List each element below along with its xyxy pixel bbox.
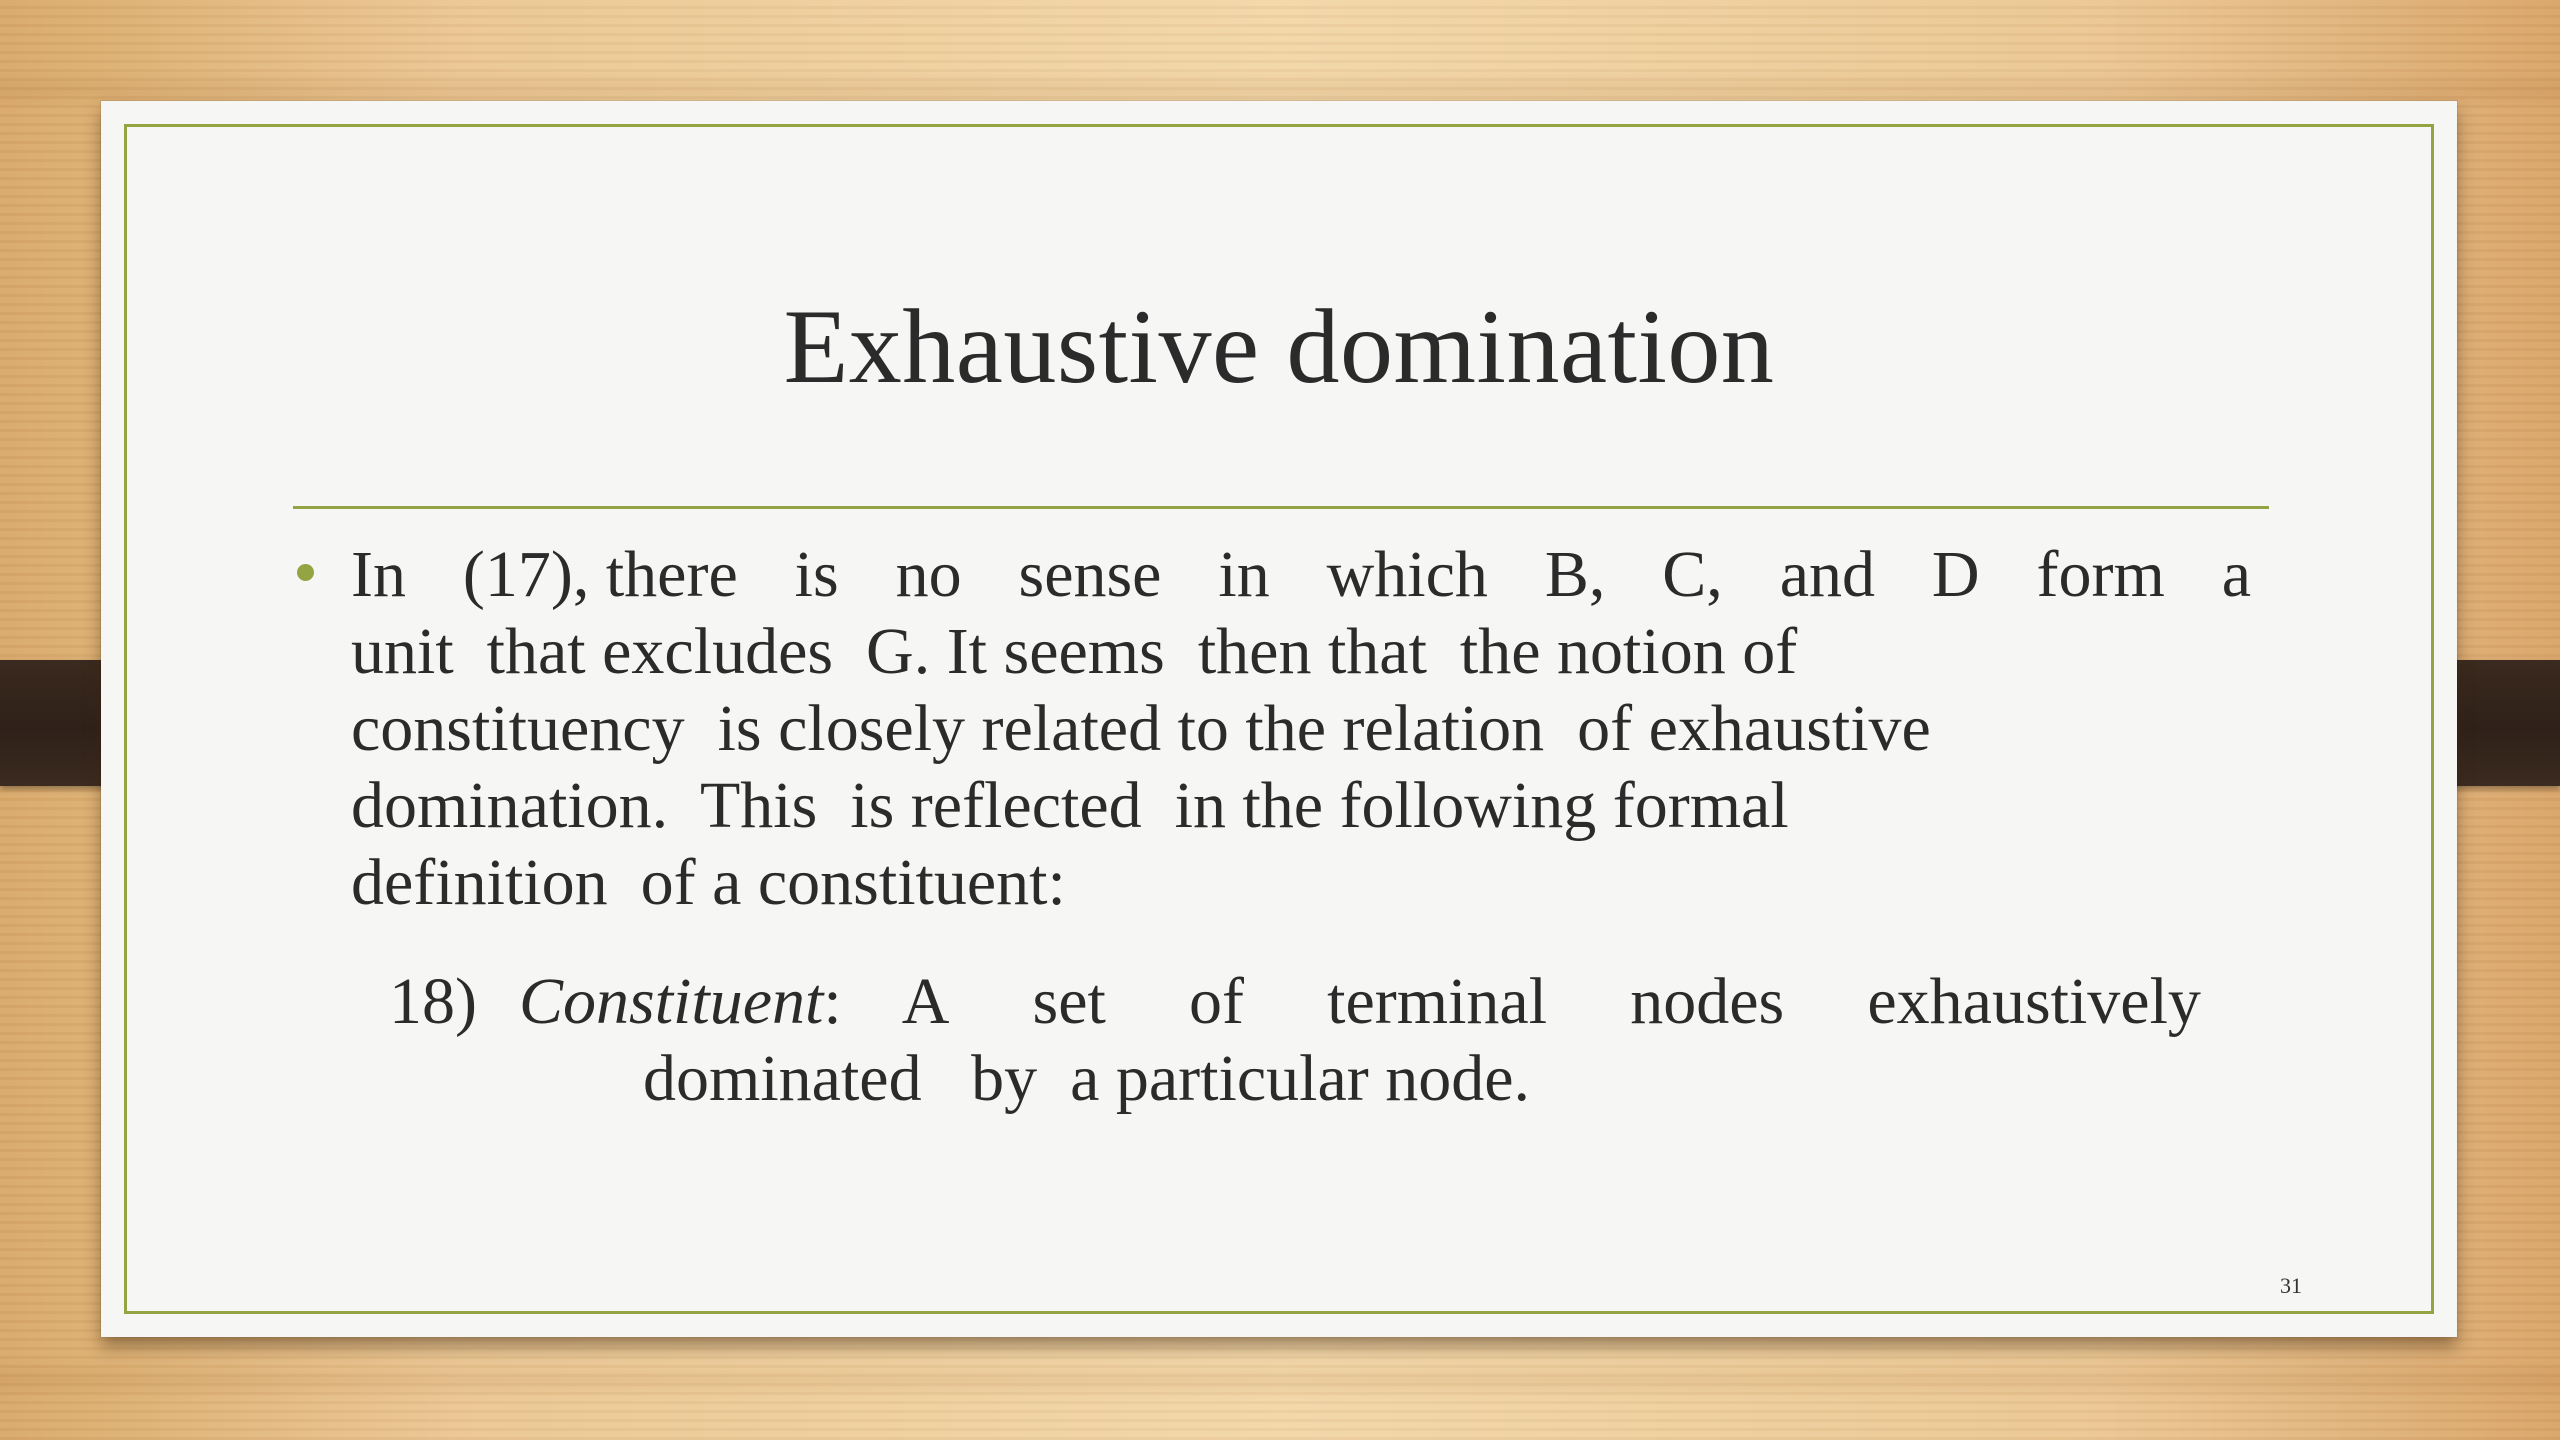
word: a xyxy=(2221,538,2251,611)
word: no xyxy=(895,538,962,611)
bullet-line-1 xyxy=(351,536,2251,613)
word: D xyxy=(1931,538,1980,611)
word: set xyxy=(1032,965,1106,1038)
wood-grain xyxy=(0,1360,2560,1400)
bullet-item xyxy=(351,536,2251,921)
word: is xyxy=(794,538,839,611)
word: (17), there xyxy=(462,538,738,611)
slide xyxy=(101,101,2457,1337)
word: B, xyxy=(1544,538,1606,611)
word: In xyxy=(351,538,406,611)
word: sense xyxy=(1018,538,1162,611)
bullet-line-3: constituency is closely related to the relation of exhaustive xyxy=(351,692,1931,765)
definition-line-1 xyxy=(351,963,2201,1040)
word: exhaustively xyxy=(1867,965,2201,1038)
title-divider xyxy=(293,506,2269,509)
slide-title: Exhaustive domination xyxy=(783,288,1775,405)
definition-block xyxy=(351,963,2211,1117)
slide-number: 31 xyxy=(2280,1273,2302,1298)
word: A xyxy=(901,965,950,1038)
word: nodes xyxy=(1630,965,1785,1038)
word: form xyxy=(2036,538,2165,611)
definition-words xyxy=(902,963,2201,1040)
bullet-line-5: definition of a constituent: xyxy=(351,846,1066,919)
bullet-line-4: domination. This is reflected in the following formal xyxy=(351,769,1789,842)
definition-colon: : xyxy=(823,965,842,1038)
definition-term: Constituent xyxy=(518,965,824,1038)
definition-term-wrap xyxy=(519,963,842,1040)
word: terminal xyxy=(1327,965,1548,1038)
word: in xyxy=(1218,538,1270,611)
example-number: 18) xyxy=(389,965,477,1038)
word: which xyxy=(1326,538,1488,611)
bullet-icon xyxy=(297,564,314,581)
word: C, xyxy=(1662,538,1723,611)
word: and xyxy=(1779,538,1876,611)
slide-body xyxy=(351,536,2251,1117)
bullet-line-2: unit that excludes G. It seems then that the notion of xyxy=(351,615,1798,688)
word: of xyxy=(1189,965,1244,1038)
definition-line-2: dominated by a particular node. xyxy=(643,1042,1531,1115)
